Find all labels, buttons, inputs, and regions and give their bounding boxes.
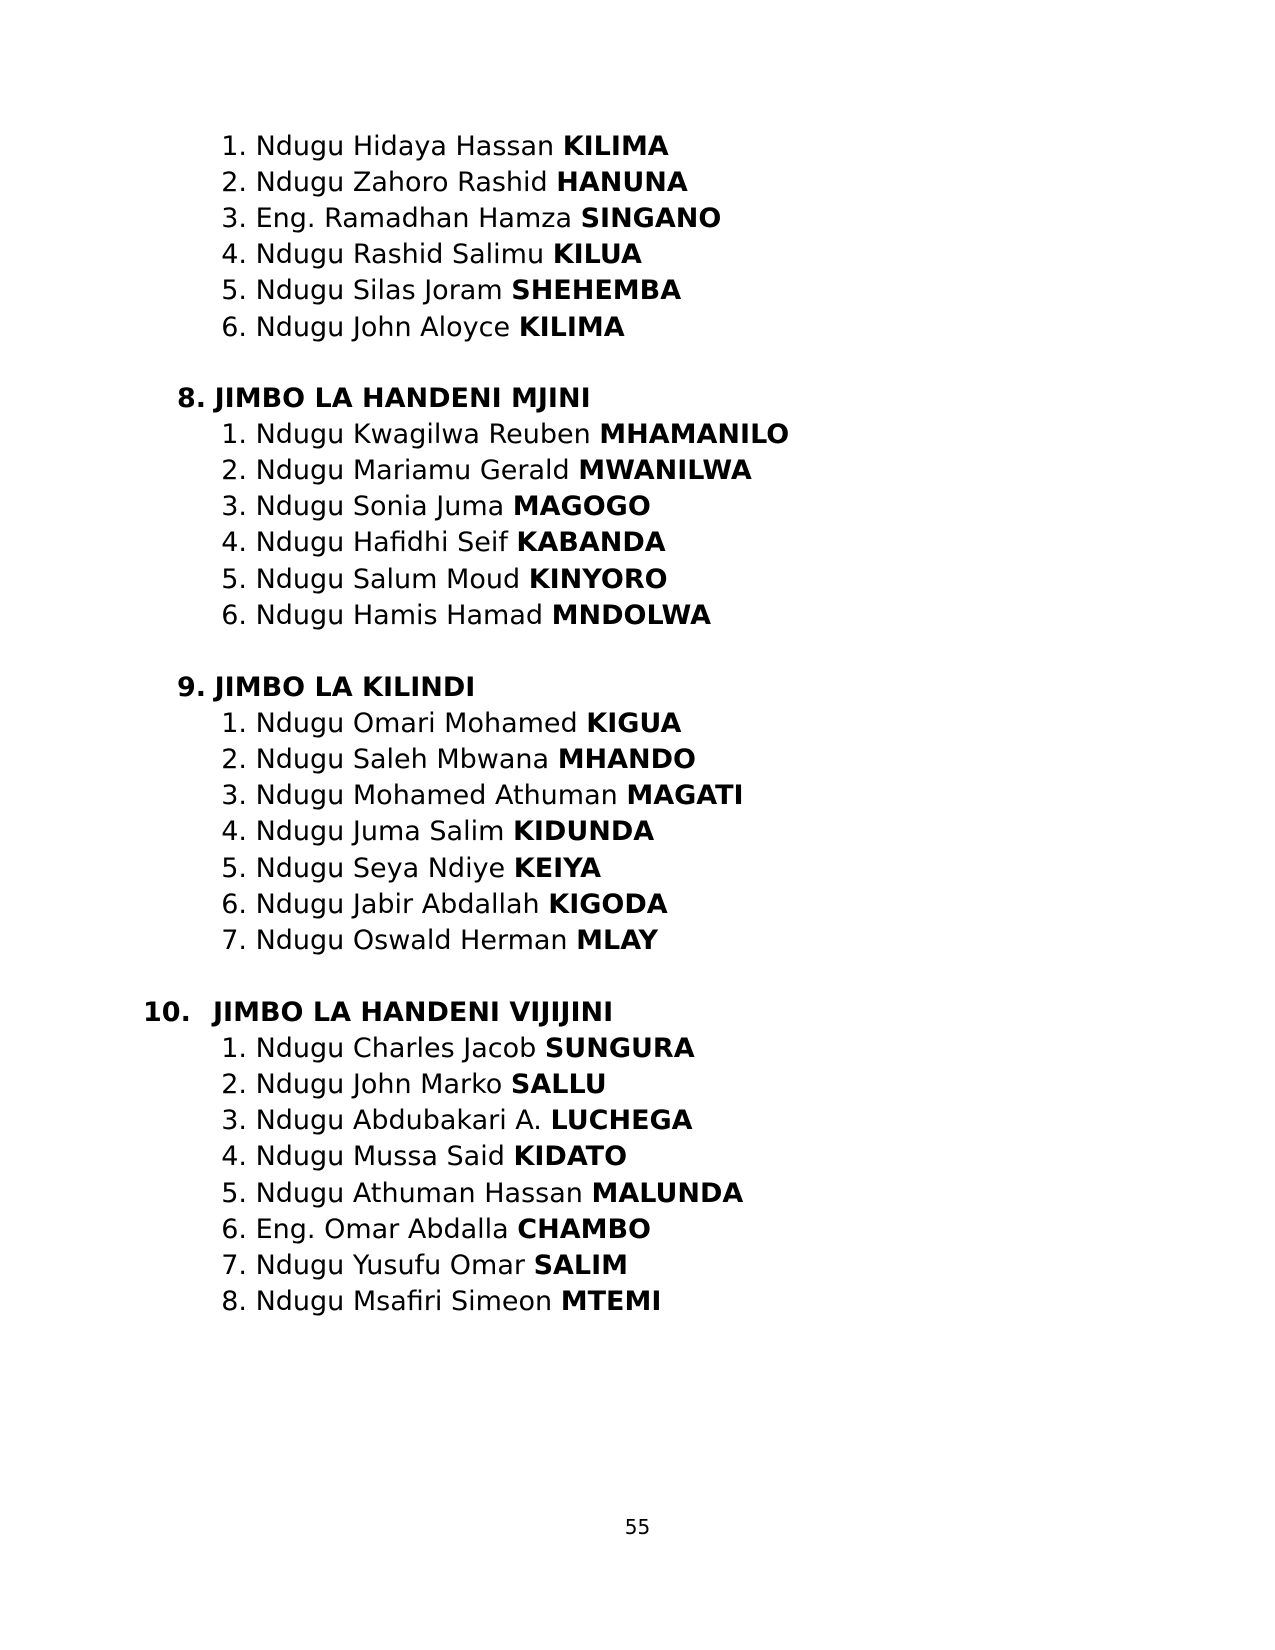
list-item (210, 850, 601, 888)
section-number: 8. (177, 383, 207, 414)
item-number: 2. (221, 455, 247, 487)
member-surname: MWANILWA (578, 455, 752, 487)
list-item (210, 561, 668, 599)
member-given-names: Ndugu Salum Moud (255, 563, 521, 595)
list-item (210, 1283, 661, 1321)
section-heading (177, 380, 591, 418)
member-given-names: Eng. Ramadhan Hamza (255, 203, 572, 235)
list-item (210, 524, 666, 562)
member-surname: KIGUA (586, 708, 682, 740)
member-surname: KILUA (552, 239, 642, 271)
list-item (210, 1138, 627, 1176)
list-item (210, 1066, 607, 1104)
list-item (210, 1175, 743, 1213)
item-number: 3. (221, 491, 247, 523)
member-given-names: Ndugu Oswald Herman (255, 924, 568, 956)
item-number: 2. (221, 1069, 247, 1101)
item-number: 6. (221, 599, 247, 631)
list-item (210, 705, 681, 743)
member-given-names: Ndugu Yusufu Omar (255, 1249, 525, 1281)
member-surname: KIDUNDA (512, 816, 655, 848)
item-number: 7. (221, 924, 247, 956)
member-given-names: Ndugu Omari Mohamed (255, 708, 578, 740)
list-item (210, 922, 658, 960)
list-item (210, 813, 654, 851)
list-item (210, 272, 681, 310)
item-number: 4. (221, 1141, 247, 1173)
member-given-names: Ndugu Mussa Said (255, 1141, 505, 1173)
member-given-names: Ndugu Silas Joram (255, 275, 503, 307)
member-given-names: Ndugu Jabir Abdallah (255, 888, 540, 920)
member-given-names: Ndugu Athuman Hassan (255, 1177, 583, 1209)
member-surname: MAGATI (626, 780, 744, 812)
item-number: 4. (221, 816, 247, 848)
item-number: 7. (221, 1249, 247, 1281)
item-number: 4. (221, 527, 247, 559)
member-given-names: Ndugu John Aloyce (255, 311, 511, 343)
member-given-names: Ndugu Kwagilwa Reuben (255, 419, 591, 451)
member-surname: MHANDO (557, 744, 697, 776)
member-given-names: Ndugu Mariamu Gerald (255, 455, 570, 487)
item-number: 6. (221, 1213, 247, 1245)
section-title: JIMBO LA HANDENI MJINI (214, 383, 591, 414)
item-number: 4. (221, 239, 247, 271)
member-given-names: Ndugu John Marko (255, 1069, 503, 1101)
member-surname: SUNGURA (544, 1033, 695, 1065)
item-number: 1. (221, 708, 247, 740)
member-surname: SINGANO (580, 203, 722, 235)
item-number: 5. (221, 275, 247, 307)
item-number: 5. (221, 852, 247, 884)
list-item (210, 1247, 628, 1285)
member-surname: MHAMANILO (599, 419, 790, 451)
member-surname: KABANDA (516, 527, 666, 559)
member-surname: MALUNDA (591, 1177, 744, 1209)
item-number: 1. (221, 131, 247, 162)
member-surname: KILIMA (562, 131, 669, 162)
item-number: 3. (221, 1105, 247, 1137)
member-surname: KILIMA (518, 311, 625, 343)
member-given-names: Ndugu Abdubakari A. (255, 1105, 542, 1137)
list-item (210, 597, 711, 635)
item-number: 1. (221, 1033, 247, 1065)
member-surname: KIGODA (548, 888, 668, 920)
list-item (210, 236, 642, 274)
member-surname: KEIYA (513, 852, 602, 884)
member-surname: MLAY (576, 924, 659, 956)
member-given-names: Ndugu Hafidhi Seif (255, 527, 508, 559)
list-item (210, 164, 688, 202)
item-number: 5. (221, 563, 247, 595)
item-number: 3. (221, 203, 247, 235)
section-title: JIMBO LA KILINDI (214, 672, 476, 703)
member-surname: SHEHEMBA (511, 275, 682, 307)
list-item (210, 1030, 695, 1068)
section-heading (177, 669, 475, 707)
item-number: 8. (221, 1285, 247, 1317)
item-number: 6. (221, 311, 247, 343)
item-number: 1. (221, 419, 247, 451)
list-item (210, 1102, 693, 1140)
member-given-names: Ndugu Mohamed Athuman (255, 780, 618, 812)
member-given-names: Ndugu Hidaya Hassan (255, 131, 555, 162)
item-number: 2. (221, 167, 247, 199)
member-surname: CHAMBO (517, 1213, 652, 1245)
list-item (210, 886, 668, 924)
item-number: 3. (221, 780, 247, 812)
member-surname: KIDATO (513, 1141, 628, 1173)
item-number: 2. (221, 744, 247, 776)
member-given-names: Ndugu Charles Jacob (255, 1033, 537, 1065)
list-item (210, 128, 669, 166)
member-surname: MNDOLWA (551, 599, 712, 631)
list-item (210, 741, 696, 779)
list-item (210, 309, 625, 347)
page-number: 55 (624, 1515, 651, 1539)
list-item (210, 777, 744, 815)
member-given-names: Ndugu Hamis Hamad (255, 599, 544, 631)
member-given-names: Eng. Omar Abdalla (255, 1213, 509, 1245)
member-surname: KINYORO (528, 563, 668, 595)
section-number: 10. (143, 997, 191, 1028)
member-surname: MTEMI (560, 1285, 662, 1317)
member-given-names: Ndugu Juma Salim (255, 816, 505, 848)
section-heading (143, 994, 613, 1032)
item-number: 5. (221, 1177, 247, 1209)
member-given-names: Ndugu Seya Ndiye (255, 852, 506, 884)
list-item (210, 488, 651, 526)
member-given-names: Ndugu Saleh Mbwana (255, 744, 550, 776)
member-surname: SALIM (533, 1249, 629, 1281)
list-item (210, 452, 752, 490)
member-given-names: Ndugu Sonia Juma (255, 491, 505, 523)
list-item (210, 1211, 651, 1249)
member-surname: MAGOGO (512, 491, 651, 523)
member-surname: LUCHEGA (550, 1105, 693, 1137)
member-given-names: Ndugu Msafiri Simeon (255, 1285, 553, 1317)
member-surname: SALLU (510, 1069, 607, 1101)
member-given-names: Ndugu Rashid Salimu (255, 239, 545, 271)
member-given-names: Ndugu Zahoro Rashid (255, 167, 548, 199)
section-number: 9. (177, 672, 207, 703)
list-item (210, 200, 721, 238)
section-title: JIMBO LA HANDENI VIJIJINI (213, 997, 614, 1028)
list-item (210, 416, 789, 454)
member-surname: HANUNA (556, 167, 688, 199)
item-number: 6. (221, 888, 247, 920)
